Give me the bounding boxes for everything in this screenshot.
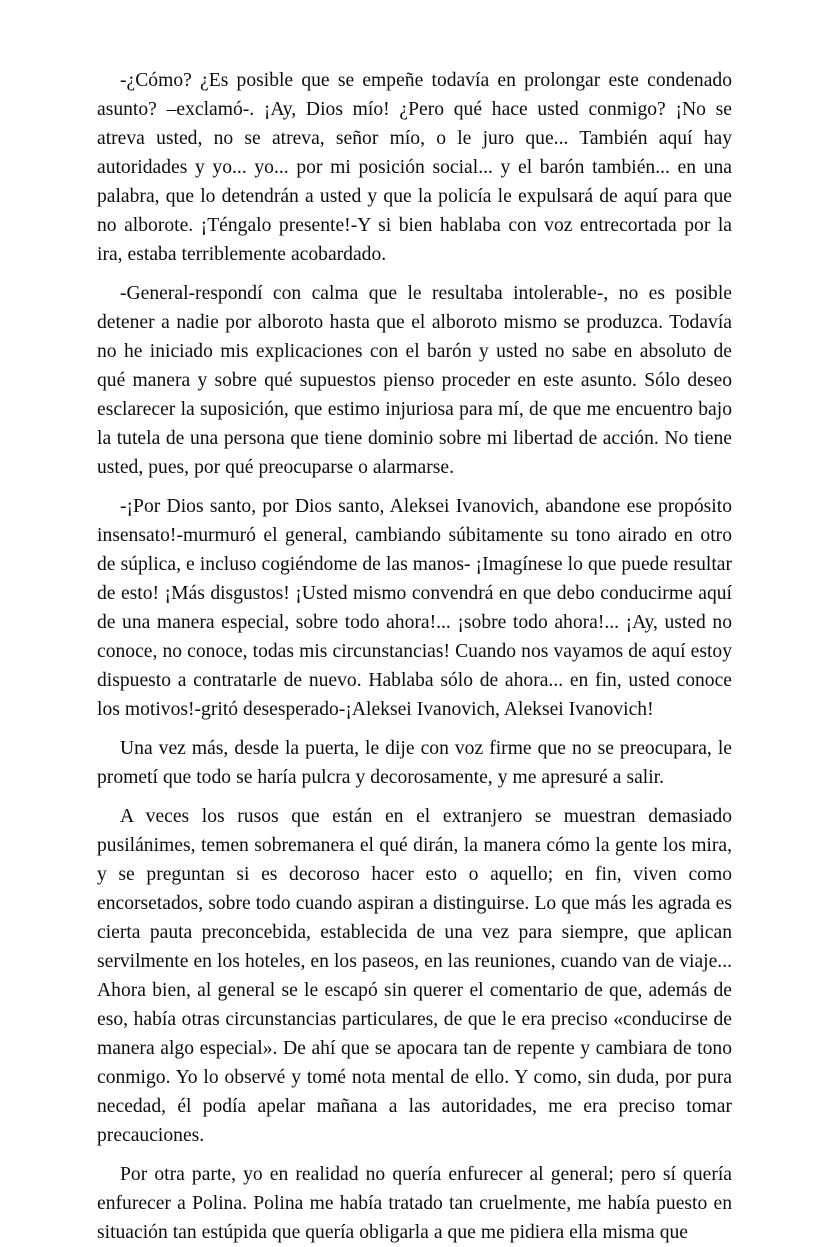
paragraph-2: -General-respondí con calma que le resultaba intolerable-, no es posible detener a nadie por alboroto hasta que el alboroto mismo se produzca. Todavía no he iniciado mis explicaciones con el barón y usted no sabe en absoluto de qué manera y sobre qué supuestos pienso proceder en este asunto. Sólo deseo esclarecer la suposición, que estimo injuriosa para mí, de que me encuentro bajo la tutela de una persona que tiene dominio sobre mi libertad de acción. No tiene usted, pues, por qué preocuparse o alarmarse.	[97, 283, 732, 478]
paragraph-4: Una vez más, desde la puerta, le dije con voz firme que no se preocupara, le prometí que todo se haría pulcra y decorosamente, y me apresuré a salir.	[97, 738, 732, 788]
text-column	[97, 66, 732, 1247]
paragraph-3: -¡Por Dios santo, por Dios santo, Aleksei Ivanovich, abandone ese propósito insensato!-murmuró el general, cambiando súbitamente su tono airado en otro de súplica, e incluso cogiéndome de las manos- ¡Imagínese lo que puede resultar de esto! ¡Más disgustos! ¡Usted mismo convendrá en que debo conducirme aquí de una manera especial, sobre todo ahora!... ¡sobre todo ahora!... ¡Ay, usted no conoce, no conoce, todas mis circunstancias! Cuando nos vayamos de aquí estoy dispuesto a contratarle de nuevo. Hablaba sólo de ahora... en fin, usted conoce los motivos!-gritó desesperado-¡Aleksei Ivanovich, Aleksei Ivanovich!	[97, 496, 732, 720]
paragraph-1: -¿Cómo? ¿Es posible que se empeñe todavía en prolongar este condenado asunto? –exclamó-. ¡Ay, Dios mío! ¿Pero qué hace usted conmigo? ¡No se atreva usted, no se atreva, señor mío, o le juro que... También aquí hay autoridades y yo... yo... por mi posición social... y el barón también... en una palabra, que lo detendrán a usted y que la policía le expulsará de aquí para que no alborote. ¡Téngalo presente!-Y si bien hablaba con voz entrecortada por la ira, estaba terriblemente acobardado.	[97, 70, 732, 265]
paragraph-6: Por otra parte, yo en realidad no quería enfurecer al general; pero sí quería enfurecer a Polina. Polina me había tratado tan cruelmente, me había puesto en situación tan estúpida que quería obligarla a que me pidiera ella misma que	[97, 1164, 732, 1243]
paragraph-5: A veces los rusos que están en el extranjero se muestran demasiado pusilánimes, temen sobremanera el qué dirán, la manera cómo la gente los mira, y se preguntan si es decoroso hacer esto o aquello; en fin, viven como encorsetados, sobre todo cuando aspiran a distinguirse. Lo que más les agrada es cierta pauta preconcebida, establecida de una vez para siempre, que aplican servilmente en los hoteles, en los paseos, en las reuniones, cuando van de viaje... Ahora bien, al general se le escapó sin querer el comentario de que, además de eso, había otras circunstancias particulares, de que le era preciso «conducirse de manera algo especial». De ahí que se apocara tan de repente y cambiara de tono conmigo. Yo lo observé y tomé nota mental de ello. Y como, sin duda, por pura necedad, él podía apelar mañana a las autoridades, me era preciso tomar precauciones.	[97, 806, 732, 1146]
